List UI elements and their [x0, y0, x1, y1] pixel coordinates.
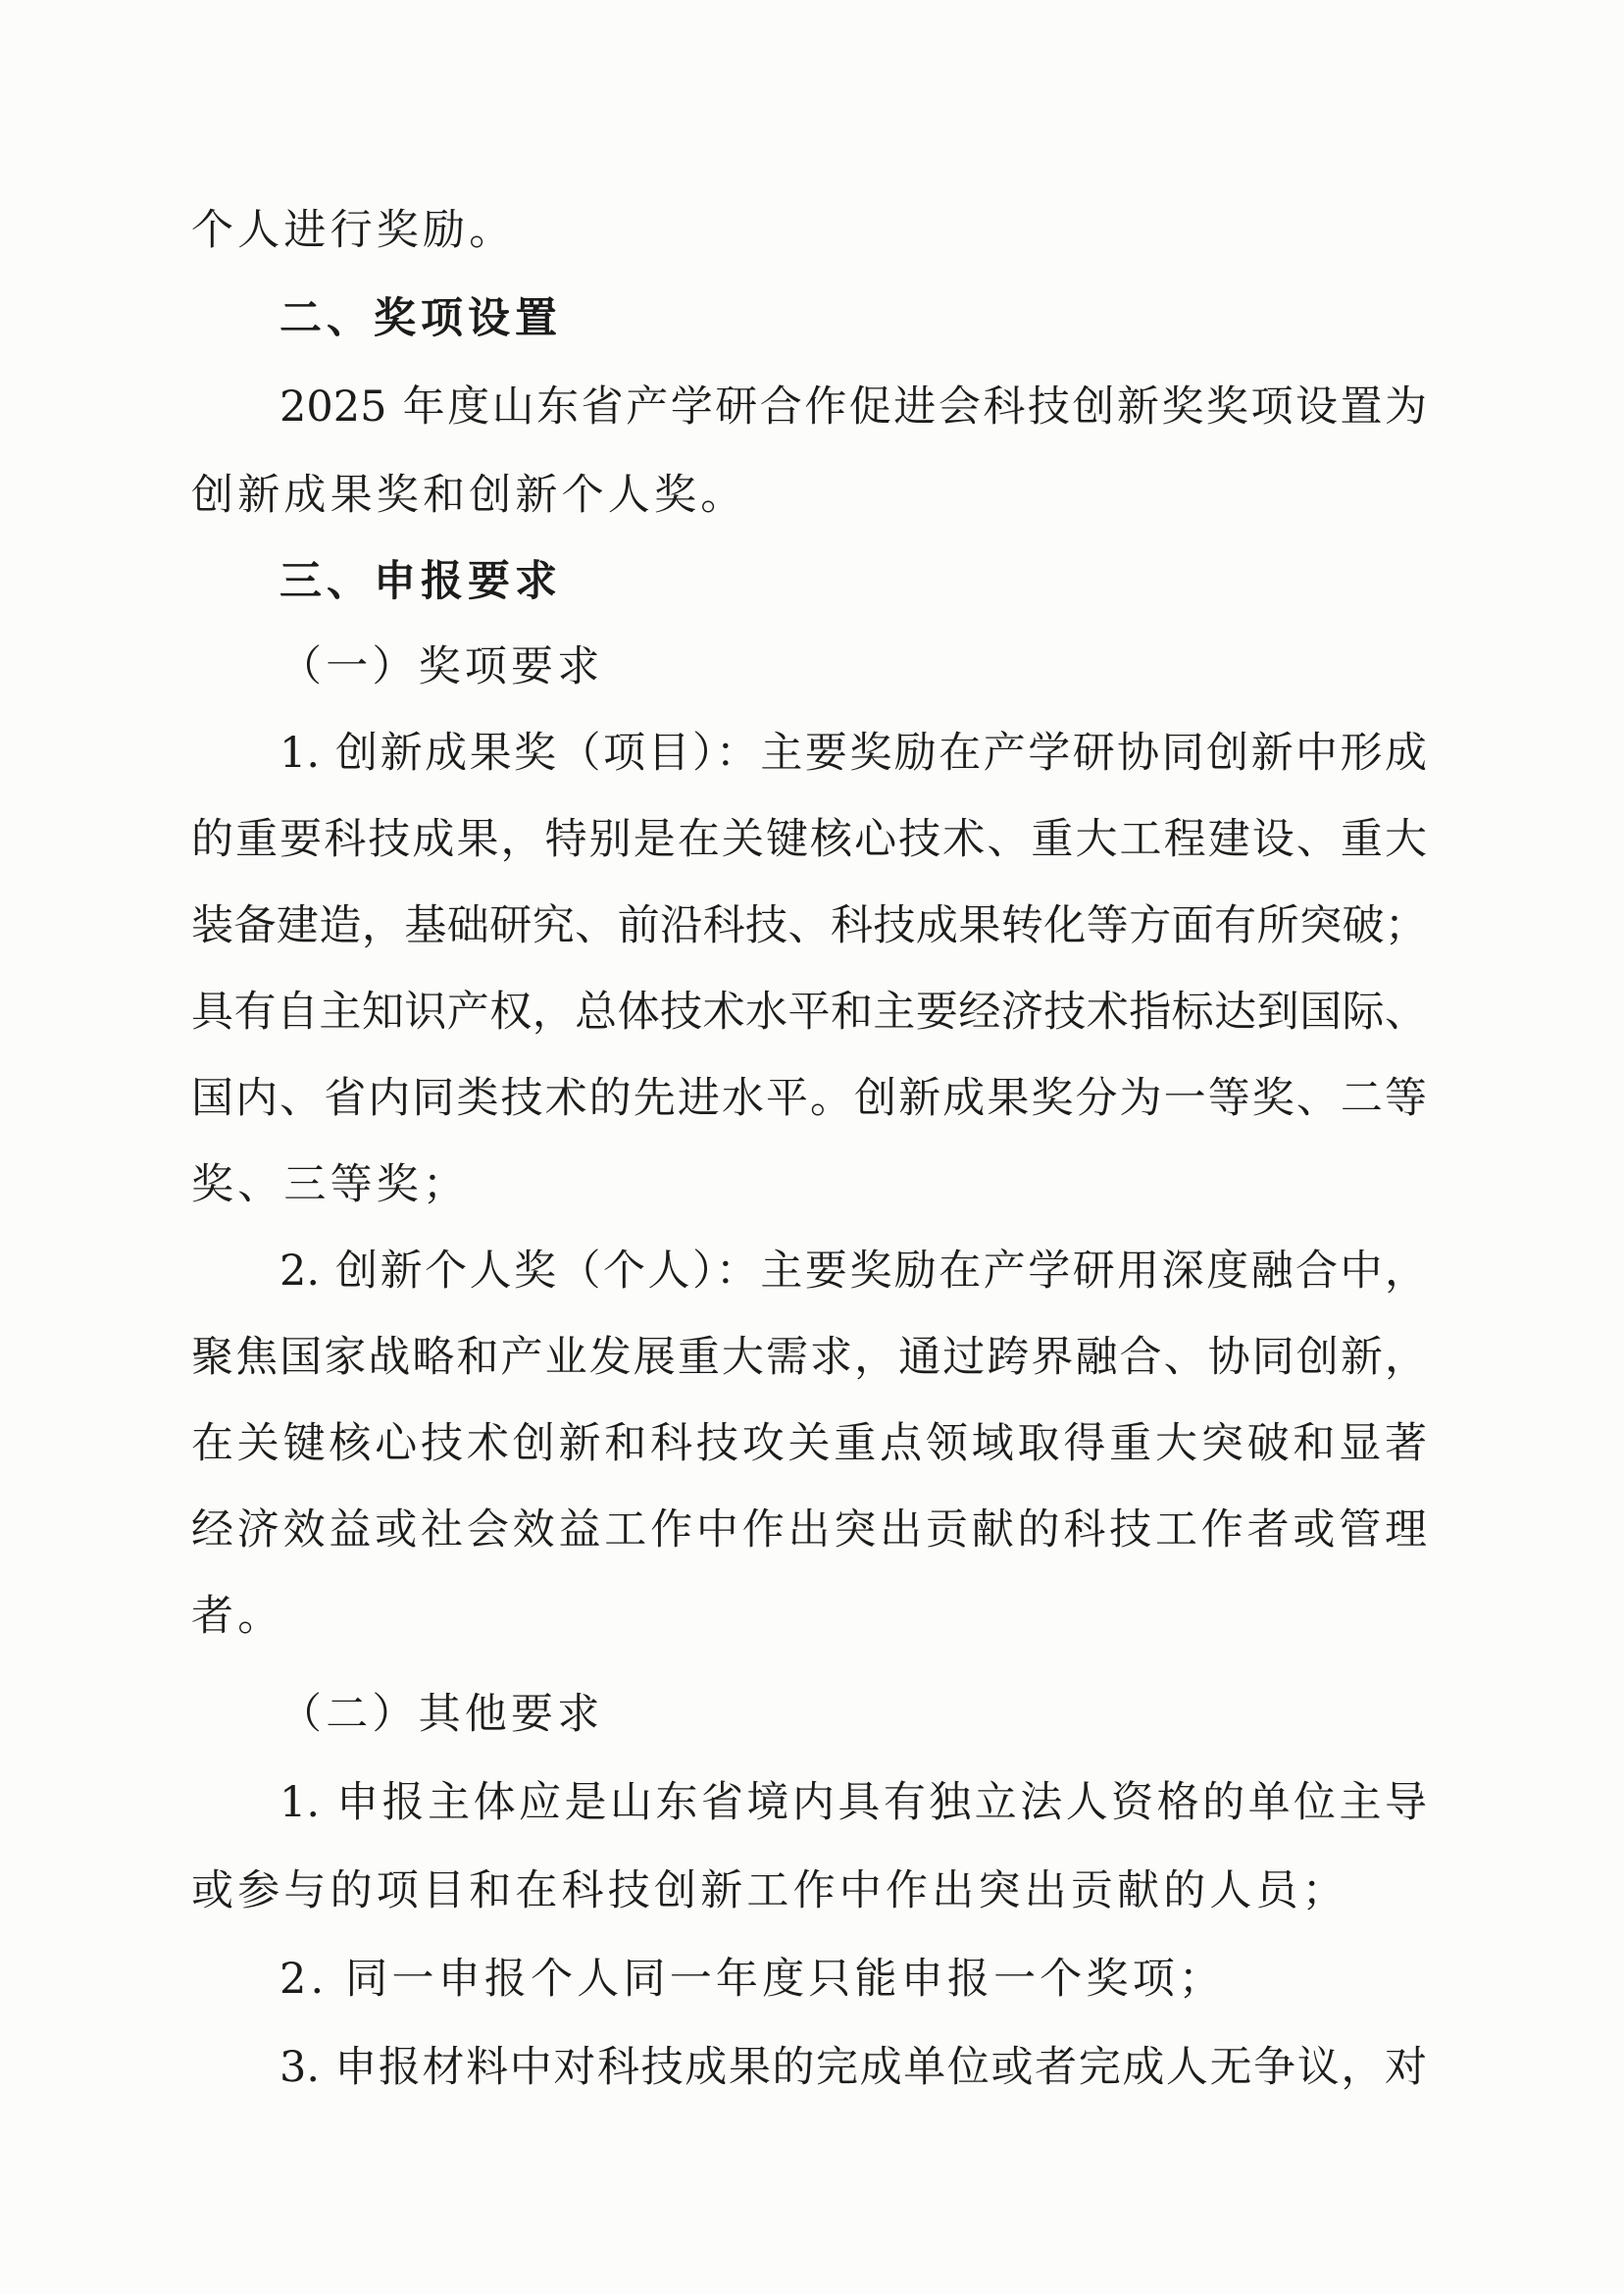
paragraph-line: 国内、省内同类技术的先进水平。创新成果奖分为一等奖、二等: [191, 1074, 1427, 1123]
paragraph-line: 具有自主知识产权，总体技术水平和主要经济技术指标达到国际、: [191, 988, 1427, 1037]
paragraph-line: 3. 申报材料中对科技成果的完成单位或者完成人无争议，对: [279, 2043, 1427, 2092]
paragraph-line: 聚焦国家战略和产业发展重大需求，通过跨界融合、协同创新，: [191, 1333, 1427, 1382]
paragraph-line: 在关键核心技术创新和科技攻关重点领域取得重大突破和显著: [191, 1419, 1427, 1468]
paragraph-line: 1. 创新成果奖（项目）：主要奖励在产学研协同创新中形成: [279, 729, 1427, 778]
paragraph-line: 创新成果奖和创新个人奖。: [191, 471, 747, 520]
paragraph-line: 者。: [191, 1592, 284, 1641]
paragraph-line: 2025 年度山东省产学研合作促进会科技创新奖奖项设置为: [279, 382, 1427, 432]
paragraph-line: 奖、三等奖；: [191, 1160, 470, 1209]
paragraph-line: 装备建造，基础研究、前沿科技、科技成果转化等方面有所突破；: [191, 901, 1427, 950]
subsection-heading-other-requirements: （二）其他要求: [279, 1690, 604, 1739]
paragraph-line: 2. 创新个人奖（个人）：主要奖励在产学研用深度融合中，: [279, 1247, 1427, 1296]
section-heading-application-requirements: 三、申报要求: [279, 557, 562, 606]
paragraph-line: 的重要科技成果，特别是在关键核心技术、重大工程建设、重大: [191, 815, 1427, 864]
subsection-heading-award-requirements: （一）奖项要求: [279, 642, 604, 691]
section-heading-award-settings: 二、奖项设置: [279, 294, 562, 343]
paragraph-line: 1. 申报主体应是山东省境内具有独立法人资格的单位主导: [279, 1778, 1427, 1827]
paragraph-line: 经济效益或社会效益工作中作出突出贡献的科技工作者或管理: [191, 1505, 1427, 1555]
paragraph-line: 或参与的项目和在科技创新工作中作出突出贡献的人员；: [191, 1866, 1348, 1915]
paragraph-line: 个人进行奖励。: [191, 206, 516, 255]
paragraph-line: 2. 同一申报个人同一年度只能申报一个奖项；: [279, 1955, 1226, 2004]
